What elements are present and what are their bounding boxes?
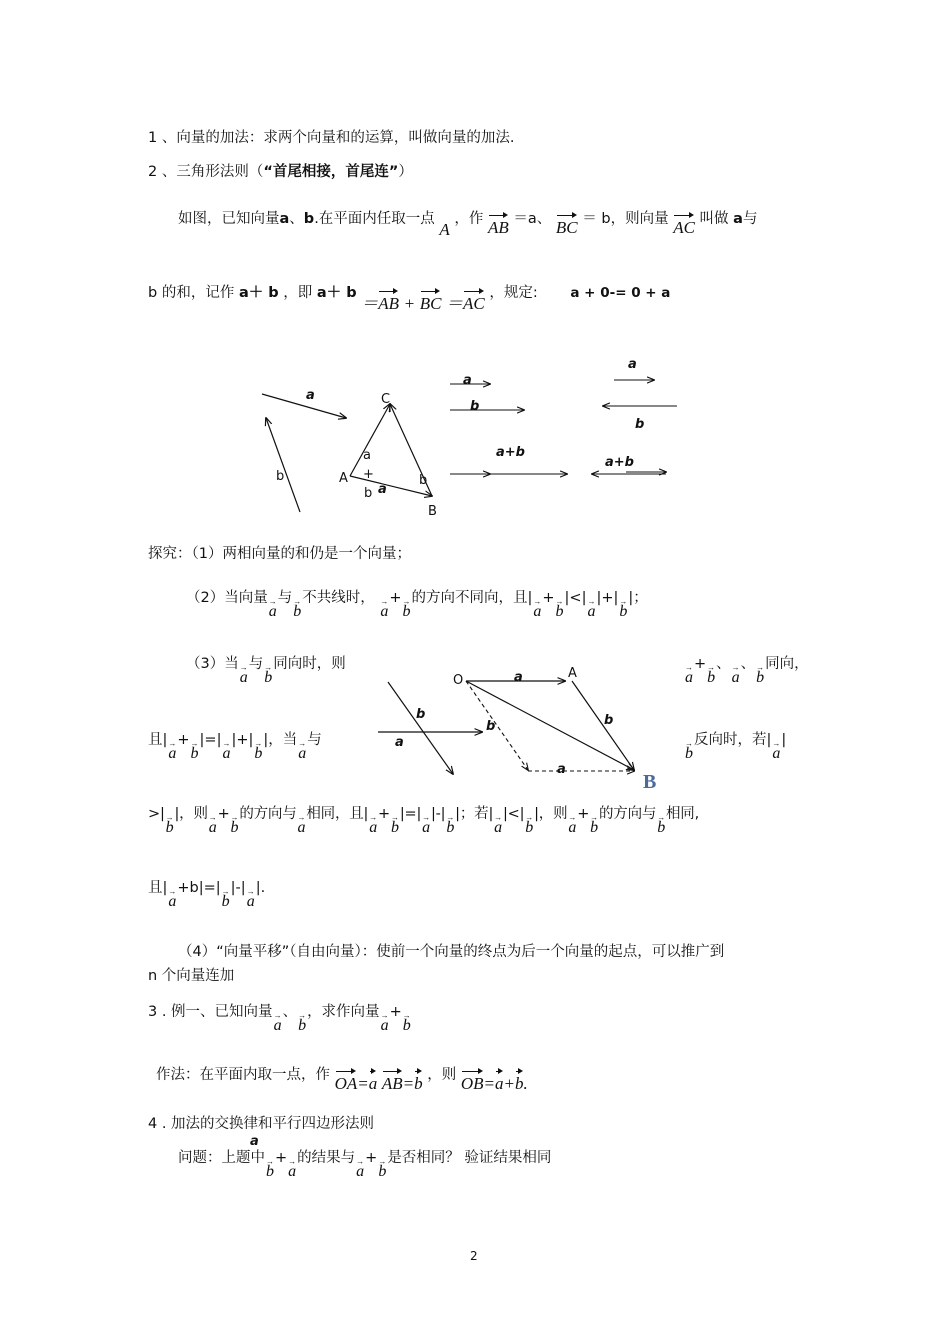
vec-b: → b <box>264 664 272 686</box>
explore-3-mid-right <box>684 730 786 762</box>
vec-b: → b <box>231 814 239 836</box>
label-b: b <box>470 399 480 414</box>
text: 作法：在平面内取一点，作 <box>156 1067 330 1083</box>
equals: = <box>483 1074 496 1093</box>
vec-b: → b <box>293 598 301 620</box>
explore-2 <box>186 588 648 620</box>
text: | <box>781 732 787 748</box>
label-O: O <box>453 673 464 688</box>
plus-sign: + <box>363 467 374 482</box>
text: 是否相同？ 验证结果相同 <box>387 1150 552 1166</box>
vec-b-bold: b <box>303 211 315 227</box>
text: 的方向与 <box>239 806 297 822</box>
vec-a: → a <box>298 814 306 836</box>
equals: = <box>402 1074 415 1093</box>
vec-a-bold: a <box>279 211 290 227</box>
vec-a: → a <box>222 740 230 762</box>
explore-3-start <box>186 654 346 686</box>
text: 叫做 <box>699 211 729 227</box>
vec-b: → b <box>657 814 665 836</box>
plus: + <box>275 1150 288 1166</box>
text: ＝ b，则向量 <box>582 211 669 227</box>
vector-AB: AB <box>382 1068 403 1092</box>
label-A: A <box>568 666 577 681</box>
dashed-vector-b <box>466 681 528 770</box>
explore-1: 探究：（1）两相向量的和仍是一个向量； <box>148 546 411 562</box>
commutative-question <box>178 1148 551 1180</box>
label-a: a <box>363 448 371 463</box>
text: |，则 <box>174 806 208 822</box>
vec-b: → b <box>556 598 564 620</box>
text: |，则 <box>534 806 568 822</box>
vec-a: → a <box>685 664 693 686</box>
text: 相同，且| <box>306 806 369 822</box>
text: >| <box>148 806 165 822</box>
plus: + <box>503 1074 515 1093</box>
label-B-large: B <box>643 771 657 793</box>
text: 的结果与 <box>297 1150 356 1166</box>
vec-a: → a <box>288 1158 296 1180</box>
vector-b: b <box>414 1068 423 1092</box>
text: |<| <box>564 590 587 606</box>
label-a: a <box>395 735 404 750</box>
plus: + <box>694 656 707 672</box>
construction-equation <box>334 1074 428 1093</box>
explore-4-cont: n 个向量连加 <box>148 968 235 984</box>
label-a: a <box>514 670 523 685</box>
equals: ＝ <box>446 294 464 313</box>
text: ，求作向量 <box>307 1004 380 1020</box>
vec-a: → a <box>369 814 377 836</box>
text: ，即 <box>283 285 313 301</box>
text: |+| <box>231 732 254 748</box>
vector-b: b <box>515 1068 524 1092</box>
text: （2）当向量 <box>186 590 268 606</box>
heading-bold: “首尾相接，首尾连” <box>263 164 399 180</box>
vector-a: a <box>495 1068 504 1092</box>
vector-AB: AB <box>378 288 399 312</box>
text: 不共线时， <box>302 590 375 606</box>
bold-a-mark: a <box>250 1134 259 1149</box>
vec-b: → b <box>707 664 715 686</box>
zero-rule: a + 0-= 0 + a <box>570 285 671 301</box>
text: |；若| <box>455 806 494 822</box>
text: 反向时，若| <box>694 732 772 748</box>
plus: + <box>577 806 590 822</box>
text: 的方向不同向，且| <box>411 590 533 606</box>
text: |=| <box>399 806 422 822</box>
sum-a-b: a＋ b <box>238 285 279 301</box>
example-1 <box>148 1002 412 1034</box>
vec-a: → a <box>356 1158 364 1180</box>
vec-b: → b <box>391 814 399 836</box>
text: |. <box>255 880 266 896</box>
text: （3）当 <box>186 656 239 672</box>
text: ，则 <box>427 1067 457 1083</box>
equals: = <box>357 1074 369 1093</box>
text: ＝a、 <box>513 211 552 227</box>
commutative-heading: 4 . 加法的交换律和平行四边形法则 <box>148 1116 375 1132</box>
vector-BC: BC <box>556 212 578 236</box>
text: 相同, <box>666 806 700 822</box>
explore-3-end <box>148 878 265 910</box>
label-a: a <box>463 373 472 388</box>
label-C: C <box>381 392 391 407</box>
vec-a: → a <box>240 664 248 686</box>
vec-b: → b <box>403 598 411 620</box>
vector-AB: AB <box>488 212 509 236</box>
heading-prefix: 2 、三角形法则（ <box>148 164 264 180</box>
text: 同向时，则 <box>273 656 346 672</box>
vector-AC: AC <box>463 288 485 312</box>
page-number: 2 <box>470 1249 478 1263</box>
label-b: b <box>604 713 614 728</box>
vec-b: → b <box>266 1158 274 1180</box>
vector-A-to-B <box>572 681 634 770</box>
vec-a: → a <box>772 740 780 762</box>
vec-b: → b <box>619 598 627 620</box>
plus: + <box>403 294 416 313</box>
vec-b: → b <box>254 740 262 762</box>
text: 、 <box>716 656 731 672</box>
vec-b: → b <box>525 814 533 836</box>
plus: + <box>217 806 230 822</box>
text: ，作 <box>454 211 484 227</box>
plus: + <box>389 590 402 606</box>
vec-a-bold: a <box>733 211 743 227</box>
text: |； <box>628 590 648 606</box>
vec-b: → b <box>756 664 764 686</box>
text: 问题：上题中 <box>178 1150 265 1166</box>
vec-b: → b <box>590 814 598 836</box>
text: 且| <box>148 880 168 896</box>
text: 与 <box>248 656 264 672</box>
text: |<| <box>502 806 525 822</box>
result-equation <box>460 1074 528 1093</box>
explore-4: （4）“向量平移”（自由向量）：使前一个向量的终点为后一个向量的起点，可以推广到 <box>178 944 725 960</box>
vec-b: → b <box>191 740 199 762</box>
label-a: a <box>628 357 637 372</box>
text: |-| <box>230 880 246 896</box>
label-b: b <box>364 486 373 501</box>
vec-a: → a <box>568 814 576 836</box>
text: .在平面内任取一点 <box>314 211 435 227</box>
explore-3-cont <box>148 804 699 836</box>
label-b: b <box>486 719 496 734</box>
plus: + <box>378 806 390 822</box>
vec-b: → b <box>222 888 230 910</box>
label-b: b <box>419 473 428 488</box>
vec-a: → a <box>381 1012 389 1034</box>
heading-suffix: ） <box>398 164 413 180</box>
triangle-vector-AC <box>350 404 390 476</box>
text: 、 <box>282 1004 298 1020</box>
explore-3-mid <box>148 730 322 762</box>
text: 3 . 例一、已知向量 <box>148 1004 273 1020</box>
text: 、 <box>289 211 304 227</box>
label-a: a <box>557 762 566 777</box>
crossing-vector-b <box>388 682 453 774</box>
text: 与 <box>307 732 322 748</box>
label-A: A <box>339 471 348 486</box>
free-vector-a <box>262 394 346 418</box>
definition-line: 1 、向量的加法：求两个向量和的运算，叫做向量的加法. <box>148 130 515 146</box>
text: |-| <box>430 806 446 822</box>
vec-b: → b <box>166 814 174 836</box>
vec-b: → b <box>403 1012 411 1034</box>
plus: + <box>389 1004 402 1020</box>
explore-3-right <box>684 654 809 686</box>
label-b: b <box>276 469 285 484</box>
label-a-plus-b: a+b <box>605 455 634 470</box>
vec-a: → a <box>209 814 217 836</box>
vec-b: → b <box>446 814 454 836</box>
point-A: A <box>439 220 450 239</box>
vec-a: → a <box>247 888 255 910</box>
sum-a-b: a＋ b <box>316 285 357 301</box>
text: |+| <box>596 590 619 606</box>
text: |，当 <box>263 732 298 748</box>
label-b: b <box>416 707 426 722</box>
text: ，规定: <box>489 285 538 301</box>
vec-a: → a <box>422 814 430 836</box>
vec-a: → a <box>298 740 306 762</box>
label-b: b <box>635 417 645 432</box>
equals: ＝ <box>361 294 379 313</box>
text: |=| <box>199 732 222 748</box>
vector-OB: OB <box>461 1068 484 1092</box>
vec-a: → a <box>587 598 595 620</box>
label-a: a <box>306 388 315 403</box>
vector-AC: AC <box>673 212 695 236</box>
label-a-plus-b: a+b <box>496 445 525 460</box>
vec-b: → b <box>378 1158 386 1180</box>
label-a: a <box>378 482 387 497</box>
vec-a: → a <box>494 814 502 836</box>
vec-a: → a <box>269 598 277 620</box>
vec-a: → a <box>274 1012 282 1034</box>
text: 、 <box>740 656 756 672</box>
text: 且| <box>148 732 168 748</box>
vec-b: → b <box>298 1012 306 1034</box>
vec-a: → a <box>380 598 388 620</box>
text: +b|=| <box>177 880 221 896</box>
vec-b: → b <box>685 740 693 762</box>
free-vector-b <box>266 418 300 512</box>
text: 与 <box>742 211 758 227</box>
plus: + <box>177 732 190 748</box>
vector-BC: BC <box>420 288 442 312</box>
label-B: B <box>428 504 437 519</box>
vec-a: → a <box>168 888 176 910</box>
vec-a: → a <box>732 664 740 686</box>
text: 如图，已知向量 <box>178 211 280 227</box>
vec-a: → a <box>168 740 176 762</box>
plus: + <box>542 590 555 606</box>
text: 同向， <box>765 656 809 672</box>
vec-a: → a <box>533 598 541 620</box>
text: 的方向与 <box>598 806 657 822</box>
text: b 的和，记作 <box>148 285 235 301</box>
vector-OA: OA <box>335 1068 358 1092</box>
period: . <box>523 1074 528 1093</box>
text: 与 <box>277 590 293 606</box>
vector-a: a <box>369 1068 378 1092</box>
example-method <box>156 1058 528 1093</box>
plus: + <box>365 1150 378 1166</box>
